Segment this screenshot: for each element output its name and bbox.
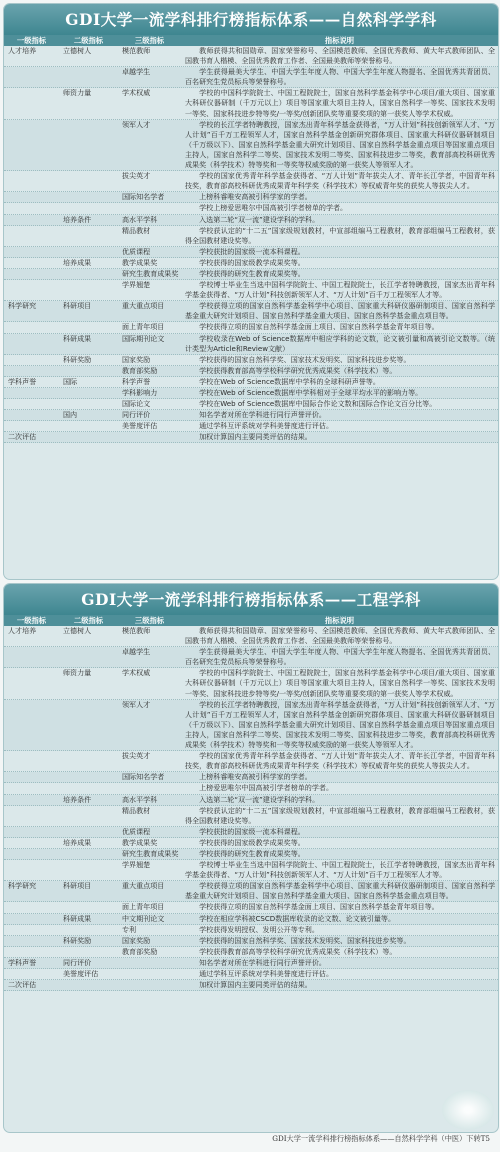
table-row (4, 226, 498, 247)
table-row (4, 377, 498, 388)
table-row (4, 215, 498, 226)
table-row (4, 334, 498, 355)
level1-cell (4, 783, 59, 793)
level3-cell: 面上青年项目 (122, 902, 165, 912)
level2-cell: 立德树人 (63, 626, 92, 635)
level3-cell: 拔尖英才 (122, 751, 151, 761)
description-cell: 学校的长江学者特聘教授，国家杰出青年科学基金获得者，“万人计划”科技创新领军人才、“万人计划”百千万工程领军人才，国家自然科学基金创新研究群体项目、国家重大科研仪器研制项目（千万级以下）、国家自然科学基金重大研究计划项目、国家自然科学基金重点项目等国家重点项目主持人，国家自然科学二等奖、国家技术发明二等奖、国家科技进步二等奖，教育部高校科研优秀成果奖（科学技术）特等奖和一等奖等权威奖励的第一获奖人等领军人才。 (185, 699, 495, 750)
level2-cell: 科研成果 (63, 913, 92, 923)
level2-cell (59, 772, 118, 782)
description-cell: 教师获得共和国勋章、国家荣誉称号、全国模范教师、全国优秀教师、黄大年式教师团队、全国教书育人楷模、全国优秀教育工作者、全国最美教师等荣誉称号。 (185, 626, 495, 646)
level3-cell: 重大重点项目 (122, 881, 165, 891)
level3-cell: 国家奖励 (122, 935, 151, 945)
header-level3: 三级指标 (134, 616, 165, 625)
level1-cell: 人才培养 (8, 626, 37, 635)
level1-cell (4, 838, 59, 848)
header-level2: 二级指标 (73, 616, 104, 625)
description-cell: 教师获得共和国勋章、国家荣誉称号、全国模范教师、全国优秀教师、黄大年式教师团队、全国教书育人楷模、全国优秀教育工作者、全国最美教师等荣誉称号。 (185, 46, 495, 66)
table-row (4, 269, 498, 280)
level2-cell (59, 980, 118, 990)
table-row (4, 902, 498, 913)
level1-cell: 人才培养 (8, 46, 37, 55)
header-level1: 一级指标 (16, 616, 47, 625)
description-cell: 学校博士毕业生当选中国科学院院士、中国工程院院士，长江学者特聘教授，国家杰出青年科学基金获得者、“万人计划”科技创新领军人才、“万人计划”百千万工程领军人才等。 (185, 860, 495, 880)
level1-cell: 二次评估 (8, 432, 37, 442)
level3-cell: 学术权威 (122, 88, 151, 98)
description-cell: 加权计算国内主要同类评估的结果。 (199, 980, 312, 990)
level2-cell (59, 67, 118, 87)
header-level3: 三级指标 (134, 36, 165, 45)
table-header (4, 35, 498, 46)
level3-cell: 国际期刊论文 (122, 333, 165, 343)
level2-cell (59, 421, 118, 431)
level3-cell: 科学声誉 (122, 376, 151, 386)
level3-cell: 教学成果奖 (122, 837, 158, 847)
level3-cell: 高水平学科 (122, 794, 158, 804)
description-cell: 学校获得的国家级教学成果奖等。 (199, 837, 305, 847)
level2-cell (59, 399, 118, 409)
description-cell: 学校上榜爱思唯尔中国高被引学者榜单的学者。 (199, 203, 348, 213)
table-row (4, 258, 498, 269)
description-cell: 入选第二轮“双一流”建设学科的学科。 (199, 214, 320, 224)
level3-cell: 学科影响力 (122, 388, 158, 397)
level3-cell: 卓越学生 (122, 647, 151, 657)
table-row (4, 88, 498, 119)
table-row (4, 120, 498, 171)
panel-natural-science (3, 3, 499, 580)
level2-cell (59, 322, 118, 332)
level2-cell: 科研项目 (63, 881, 92, 891)
table-row (4, 647, 498, 668)
level3-cell: 精品教材 (122, 225, 151, 235)
table-row (4, 980, 498, 991)
level3-cell: 卓越学生 (122, 67, 151, 77)
level1-cell: 科学研究 (8, 301, 37, 311)
table-row (4, 203, 498, 214)
table-row (4, 410, 498, 421)
description-cell: 学校获得的研究生教育成果奖等。 (199, 268, 305, 278)
header-description: 指标说明 (324, 36, 355, 45)
level1-cell (4, 334, 59, 354)
level2-cell (59, 947, 118, 957)
level2-cell: 科研奖励 (63, 354, 92, 364)
header-level2: 二级指标 (73, 36, 104, 45)
indicator-table (4, 626, 498, 991)
level3-cell (118, 969, 181, 979)
description-cell: 学校的国家优秀青年科学基金获得者、“万人计划”青年拔尖人才、青年长江学者，中国青年科技奖，教育部高校科研优秀成果青年科学奖（科学技术）等权威青年奖的获奖人等拔尖人才。 (185, 751, 495, 771)
level1-cell (4, 700, 59, 750)
flower-decoration (442, 1090, 494, 1130)
level2-cell (59, 226, 118, 246)
table-row (4, 925, 498, 936)
level1-cell (4, 280, 59, 300)
table-row (4, 366, 498, 377)
level2-cell (59, 783, 118, 793)
table-row (4, 421, 498, 432)
header-description: 指标说明 (324, 616, 355, 625)
level1-cell (4, 88, 59, 118)
description-cell: 学校获得的国家级教学成果奖等。 (199, 257, 305, 267)
level3-cell: 领军人才 (122, 699, 151, 709)
level2-cell: 培养条件 (63, 794, 92, 804)
level1-cell (4, 203, 59, 213)
panel-title: GDI大学一流学科排行榜指标体系——自然科学学科 (4, 4, 498, 35)
indicator-table (4, 46, 498, 443)
level2-cell (59, 806, 118, 826)
level1-cell: 学科声誉 (8, 957, 37, 967)
level1-cell: 学科声誉 (8, 376, 37, 386)
level2-cell: 师资力量 (63, 88, 92, 98)
level1-cell (4, 914, 59, 924)
level2-cell (59, 280, 118, 300)
description-cell: 学校的中国科学院院士、中国工程院院士，国家自然科学基金科学中心项目/重大项目、国家重大科研仪器研制（千万元以上）项目等国家重大项目主持人，国家自然科学一等奖、国家技术发明一等奖、国家科技进步特等奖/一等奖/创新团队奖等重要奖项的第一获奖人等学术权威。 (185, 668, 495, 698)
level1-cell (4, 969, 59, 979)
table-row (4, 322, 498, 333)
level2-cell (59, 269, 118, 279)
table-row (4, 838, 498, 849)
description-cell: 上榜科睿唯安高被引科学家的学者。 (199, 772, 312, 782)
table-row (4, 849, 498, 860)
description-cell: 学校获得的国家自然科学奖、国家技术发明奖、国家科技进步奖等。 (199, 354, 411, 364)
description-cell: 知名学者对所在学科进行同行声誉评价。 (199, 410, 326, 420)
level3-cell: 教育部奖励 (122, 946, 158, 956)
description-cell: 入选第二轮“双一流”建设学科的学科。 (199, 794, 320, 804)
table-row (4, 958, 498, 969)
description-cell: 学校在相应学科被CSCD数据库收录的论文数、论文被引量等。 (199, 913, 396, 923)
description-cell: 加权计算国内主要同类评估的结果。 (199, 432, 312, 442)
table-row (4, 668, 498, 699)
level1-cell: 科学研究 (8, 881, 37, 891)
level1-cell (4, 258, 59, 268)
level1-cell (4, 947, 59, 957)
description-cell: 通过学科互评系统对学科美誉度进行评估。 (199, 969, 333, 978)
description-cell: 学校的国家优秀青年科学基金获得者、“万人计划”青年拔尖人才、青年长江学者，中国青年科技奖，教育部高校科研优秀成果青年科学奖（科学技术）等权威青年奖的获奖人等拔尖人才。 (185, 171, 495, 191)
table-row (4, 795, 498, 806)
level3-cell: 学界翘楚 (122, 280, 151, 290)
level1-cell (4, 806, 59, 826)
description-cell: 学校获得立项的国家自然科学基金面上项目、国家自然科学基金青年项目等。 (199, 322, 439, 332)
level1-cell (4, 647, 59, 667)
table-row (4, 751, 498, 772)
level3-cell: 研究生教育成果奖 (122, 268, 179, 278)
table-row (4, 947, 498, 958)
level3-cell (118, 958, 181, 968)
level2-cell (59, 849, 118, 859)
page-footer: GDI大学一流学科排行榜指标体系——自然科学学科（中医）下转T5 (272, 1134, 490, 1143)
level3-cell: 模范教师 (122, 626, 151, 635)
table-row (4, 192, 498, 203)
description-cell: 学校获得发明授权、发明公开等专利。 (199, 924, 319, 934)
level3-cell: 教学成果奖 (122, 257, 158, 267)
level1-cell (4, 399, 59, 409)
level2-cell (59, 247, 118, 257)
table-row (4, 772, 498, 783)
level1-cell (4, 388, 59, 398)
level2-cell (59, 751, 118, 771)
level3-cell: 精品教材 (122, 805, 151, 815)
level2-cell: 国际 (63, 376, 78, 386)
description-cell: 学校获得立项的国家自然科学基金科学中心项目、国家重大科研仪器研制项目、国家自然科学基金重大研究计划项目、国家自然科学基金重大项目、国家自然科学基金重点项目等。 (185, 301, 495, 321)
level1-cell (4, 925, 59, 935)
level1-cell (4, 171, 59, 191)
table-row (4, 247, 498, 258)
level3-cell: 国际知名学者 (122, 192, 165, 202)
table-row (4, 914, 498, 925)
panel-engineering (3, 583, 499, 1133)
table-row (4, 700, 498, 751)
level1-cell (4, 67, 59, 87)
description-cell: 学生获得最美大学生、中国大学生年度人物、中国大学生年度人物提名、全国优秀共青团员、百名研究生党员标兵等荣誉称号。 (185, 647, 495, 667)
level3-cell: 优质课程 (122, 826, 151, 836)
level2-cell (59, 432, 118, 442)
description-cell: 学校博士毕业生当选中国科学院院士、中国工程院院士，长江学者特聘教授，国家杰出青年科学基金获得者、“万人计划”科技创新领军人才、“万人计划”百千万工程领军人才等。 (185, 280, 495, 300)
table-row (4, 936, 498, 947)
level1-cell (4, 902, 59, 912)
level3-cell: 面上青年项目 (122, 322, 165, 332)
level1-cell (4, 668, 59, 698)
table-row (4, 388, 498, 399)
description-cell: 上榜爱思唯尔中国高被引学者榜单的学者。 (199, 783, 333, 793)
table-row (4, 827, 498, 838)
level3-cell: 国际论文 (122, 399, 151, 409)
description-cell: 学校获得的国家自然科学奖、国家技术发明奖、国家科技进步奖等。 (199, 935, 411, 945)
description-cell: 学校收录在Web of Science数据库中相应学科的论文数，论文被引量和高被引论文数等。（统计类型为Article和Review文献） (185, 333, 495, 353)
table-row (4, 860, 498, 881)
level2-cell: 培养成果 (63, 257, 92, 267)
level2-cell (59, 700, 118, 750)
level3-cell: 拔尖英才 (122, 171, 151, 181)
description-cell: 学校获得立项的国家自然科学基金科学中心项目、国家重大科研仪器研制项目、国家自然科学基金重大研究计划项目、国家自然科学基金重大项目、国家自然科学基金重点项目等。 (185, 881, 495, 901)
panel-title: GDI大学一流学科排行榜指标体系——工程学科 (4, 584, 498, 615)
header-level1: 一级指标 (16, 36, 47, 45)
table-row (4, 171, 498, 192)
description-cell: 学校在Web of Science数据库中国际合作论文数和国际合作论文百分比等。 (199, 399, 437, 409)
level1-cell (4, 421, 59, 431)
level2-cell (59, 203, 118, 213)
description-cell: 学校获得教育部高等学校科学研究优秀成果奖（科学技术）等。 (199, 946, 397, 956)
description-cell: 学校获批的国家级一流本科课程。 (199, 246, 305, 256)
level1-cell (4, 215, 59, 225)
table-row (4, 301, 498, 322)
level1-cell (4, 827, 59, 837)
level2-cell (59, 902, 118, 912)
level2-cell (59, 171, 118, 191)
level3-cell (118, 980, 181, 990)
level1-cell (4, 355, 59, 365)
description-cell: 学校获认定的“十二五”国家级规划教材，中宣部组编马工程教材，教育部组编马工程教材，获得全国教材建设奖等。 (185, 225, 495, 245)
description-cell: 学校获批的国家级一流本科课程。 (199, 826, 305, 836)
description-cell: 学校获得的研究生教育成果奖等。 (199, 848, 305, 858)
description-cell: 学校在Web of Science数据库中学科相对于全球平均水平的影响力等。 (199, 388, 423, 397)
level1-cell (4, 192, 59, 202)
table-row (4, 783, 498, 794)
level2-cell: 科研奖励 (63, 935, 92, 945)
level2-cell: 美誉度评估 (63, 969, 99, 978)
level3-cell: 学术权威 (122, 668, 151, 678)
description-cell: 学校获得立项的国家自然科学基金面上项目、国家自然科学基金青年项目等。 (199, 902, 439, 912)
level2-cell: 师资力量 (63, 668, 92, 678)
level3-cell: 美誉度评估 (122, 421, 158, 431)
level3-cell: 专利 (122, 924, 137, 934)
table-row (4, 432, 498, 443)
level3-cell: 重大重点项目 (122, 301, 165, 311)
level3-cell: 模范教师 (122, 46, 151, 55)
level1-cell: 二次评估 (8, 980, 37, 990)
level3-cell: 学界翘楚 (122, 860, 151, 870)
level2-cell (59, 192, 118, 202)
table-row (4, 67, 498, 88)
description-cell: 学校在Web of Science数据库中学科的全球科研声誉等。 (199, 376, 380, 386)
table-row (4, 806, 498, 827)
level3-cell: 优质课程 (122, 246, 151, 256)
level1-cell (4, 936, 59, 946)
table-row (4, 969, 498, 980)
level1-cell (4, 772, 59, 782)
level1-cell (4, 247, 59, 257)
table-row (4, 46, 498, 67)
level2-cell: 立德树人 (63, 46, 92, 55)
level3-cell (118, 783, 181, 793)
table-row (4, 626, 498, 647)
level1-cell (4, 795, 59, 805)
level1-cell (4, 410, 59, 420)
level3-cell: 中文期刊论文 (122, 913, 165, 923)
level1-cell (4, 860, 59, 880)
level2-cell: 科研成果 (63, 333, 92, 343)
level2-cell (59, 366, 118, 376)
level2-cell: 同行评价 (63, 957, 92, 967)
table-row (4, 399, 498, 410)
level3-cell: 高水平学科 (122, 214, 158, 224)
table-header (4, 615, 498, 626)
level2-cell (59, 925, 118, 935)
description-cell: 学生获得最美大学生、中国大学生年度人物、中国大学生年度人物提名、全国优秀共青团员、百名研究生党员标兵等荣誉称号。 (185, 67, 495, 87)
level3-cell (118, 203, 181, 213)
description-cell: 知名学者对所在学科进行同行声誉评价。 (199, 957, 326, 967)
level1-cell (4, 322, 59, 332)
level2-cell (59, 120, 118, 170)
level2-cell: 培养成果 (63, 837, 92, 847)
level3-cell: 领军人才 (122, 119, 151, 129)
level1-cell (4, 226, 59, 246)
level2-cell (59, 860, 118, 880)
level2-cell: 培养条件 (63, 214, 92, 224)
description-cell: 上榜科睿唯安高被引科学家的学者。 (199, 192, 312, 202)
description-cell: 学校获得教育部高等学校科学研究优秀成果奖（科学技术）等。 (199, 365, 397, 375)
level1-cell (4, 849, 59, 859)
level2-cell: 国内 (63, 410, 78, 420)
level1-cell (4, 269, 59, 279)
level3-cell (118, 432, 181, 442)
level2-cell (59, 388, 118, 398)
level3-cell: 教育部奖励 (122, 365, 158, 375)
table-row (4, 355, 498, 366)
description-cell: 学校获认定的“十二五”国家级规划教材，中宣部组编马工程教材，教育部组编马工程教材，获得全国教材建设奖等。 (185, 805, 495, 825)
description-cell: 学校的中国科学院院士、中国工程院院士，国家自然科学基金科学中心项目/重大项目、国家重大科研仪器研制（千万元以上）项目等国家重大项目主持人，国家自然科学一等奖、国家技术发明一等奖、国家科技进步特等奖/一等奖/创新团队奖等重要奖项的第一获奖人等学术权威。 (185, 88, 495, 118)
level1-cell (4, 366, 59, 376)
level3-cell: 国家奖励 (122, 354, 151, 364)
level3-cell: 国际知名学者 (122, 772, 165, 782)
level1-cell (4, 751, 59, 771)
level2-cell (59, 827, 118, 837)
level3-cell: 研究生教育成果奖 (122, 848, 179, 858)
level2-cell (59, 647, 118, 667)
description-cell: 通过学科互评系统对学科美誉度进行评估。 (199, 421, 333, 431)
level2-cell: 科研项目 (63, 301, 92, 311)
table-row (4, 280, 498, 301)
level1-cell (4, 120, 59, 170)
description-cell: 学校的长江学者特聘教授，国家杰出青年科学基金获得者，“万人计划”科技创新领军人才、“万人计划”百千万工程领军人才，国家自然科学基金创新研究群体项目、国家重大科研仪器研制项目（千万级以下）、国家自然科学基金重大研究计划项目、国家自然科学基金重点项目等国家重点项目主持人，国家自然科学二等奖、国家技术发明二等奖、国家科技进步二等奖，教育部高校科研优秀成果奖（科学技术）特等奖和一等奖等权威奖励的第一获奖人等领军人才。 (185, 119, 495, 170)
level3-cell: 同行评价 (122, 410, 151, 420)
table-row (4, 881, 498, 902)
